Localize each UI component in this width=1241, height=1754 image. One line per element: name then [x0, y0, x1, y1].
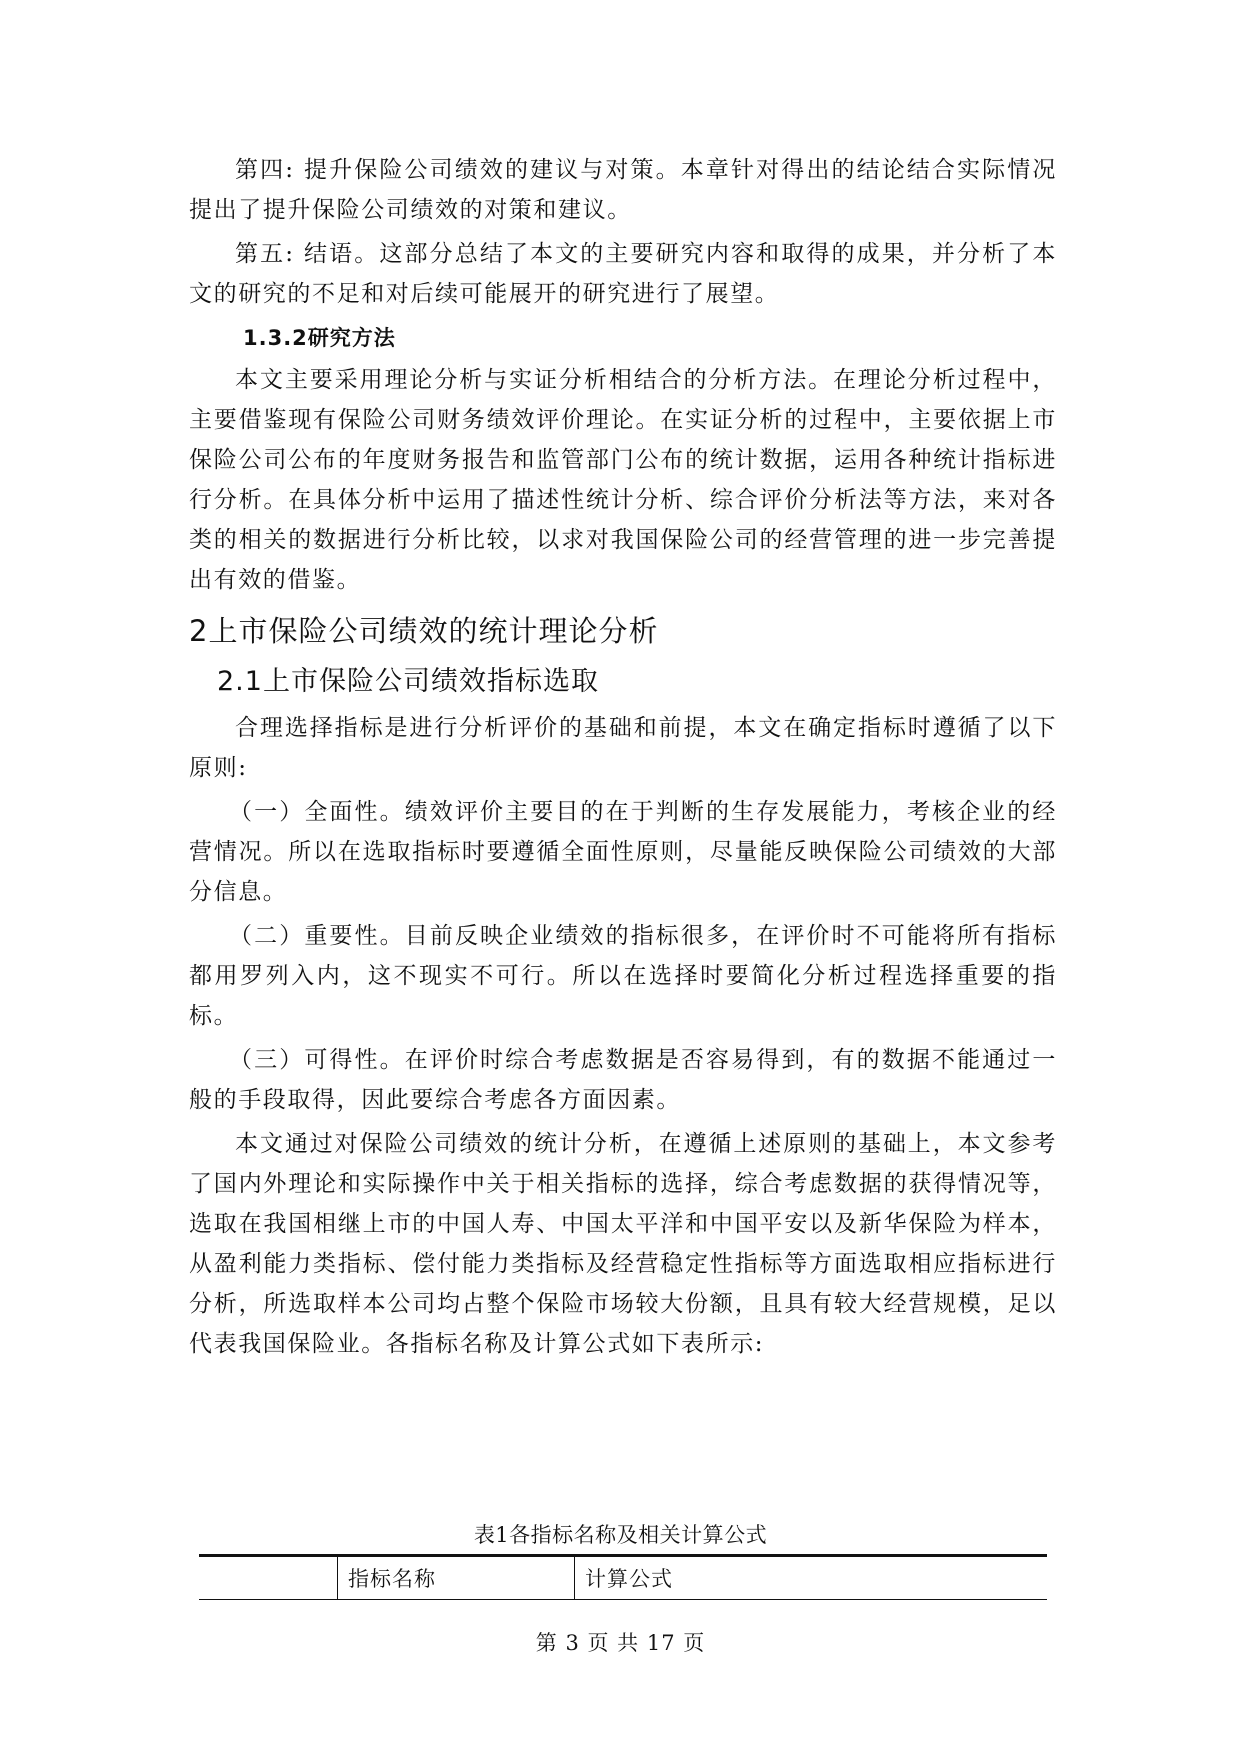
table-header-formula: 计算公式: [575, 1556, 1048, 1600]
paragraph-research-methods: 本文主要采用理论分析与实证分析相结合的分析方法。在理论分析过程中，主要借鉴现有保险公司财务绩效评价理论。在实证分析的过程中，主要依据上市保险公司公布的年度财务报告和监管部门公布的统计数据，运用各种统计指标进行分析。在具体分析中运用了描述性统计分析、综合评价分析法等方法，来对各类的相关的数据进行分析比较，以求对我国保险公司的经营管理的进一步完善提出有效的借鉴。: [189, 367, 1057, 593]
table-header-blank: [199, 1556, 338, 1600]
paragraph-chapter-five: 第五: 结语。这部分总结了本文的主要研究内容和取得的成果，并分析了本文的研究的不足和对后续可能展开的研究进行了展望。: [189, 241, 1057, 307]
document-body: [189, 150, 1057, 1368]
page-number-footer: 第 3 页 共 17 页: [535, 1631, 706, 1655]
paragraph-chapter-four: 第四: 提升保险公司绩效的建议与对策。本章针对得出的结论结合实际情况提出了提升保险公司绩效的对策和建议。: [189, 157, 1057, 223]
paragraph-principle-comprehensive: （一）全面性。绩效评价主要目的在于判断的生存发展能力，考核企业的经营情况。所以在选取指标时要遵循全面性原则，尽量能反映保险公司绩效的大部分信息。: [189, 799, 1057, 905]
paragraph-principle-availability: （三）可得性。在评价时综合考虑数据是否容易得到，有的数据不能通过一般的手段取得，因此要综合考虑各方面因素。: [189, 1047, 1057, 1113]
paragraph-principle-importance: （二）重要性。目前反映企业绩效的指标很多，在评价时不可能将所有指标都用罗列入内，这不现实不可行。所以在选择时要简化分析过程选择重要的指标。: [189, 923, 1057, 1029]
paragraph-principles-intro: 合理选择指标是进行分析评价的基础和前提，本文在确定指标时遵循了以下原则:: [189, 715, 1057, 781]
indicator-table: [199, 1554, 1047, 1600]
section-heading-research-methods: 1.3.2研究方法: [243, 326, 396, 350]
section-heading-indicator-selection: 2.1上市保险公司绩效指标选取: [217, 666, 599, 697]
table-header-row: [199, 1556, 1047, 1600]
chapter-heading: 2上市保险公司绩效的统计理论分析: [189, 614, 659, 648]
table-caption: 表1各指标名称及相关计算公式: [473, 1523, 768, 1547]
table-header-indicator-name: 指标名称: [338, 1556, 575, 1600]
paragraph-sample-selection: 本文通过对保险公司绩效的统计分析，在遵循上述原则的基础上，本文参考了国内外理论和实际操作中关于相关指标的选择，综合考虑数据的获得情况等，选取在我国相继上市的中国人寿、中国太平洋和中国平安以及新华保险为样本，从盈利能力类指标、偿付能力类指标及经营稳定性指标等方面选取相应指标进行分析，所选取样本公司均占整个保险市场较大份额，且具有较大经营规模，足以代表我国保险业。各指标名称及计算公式如下表所示:: [189, 1131, 1057, 1357]
